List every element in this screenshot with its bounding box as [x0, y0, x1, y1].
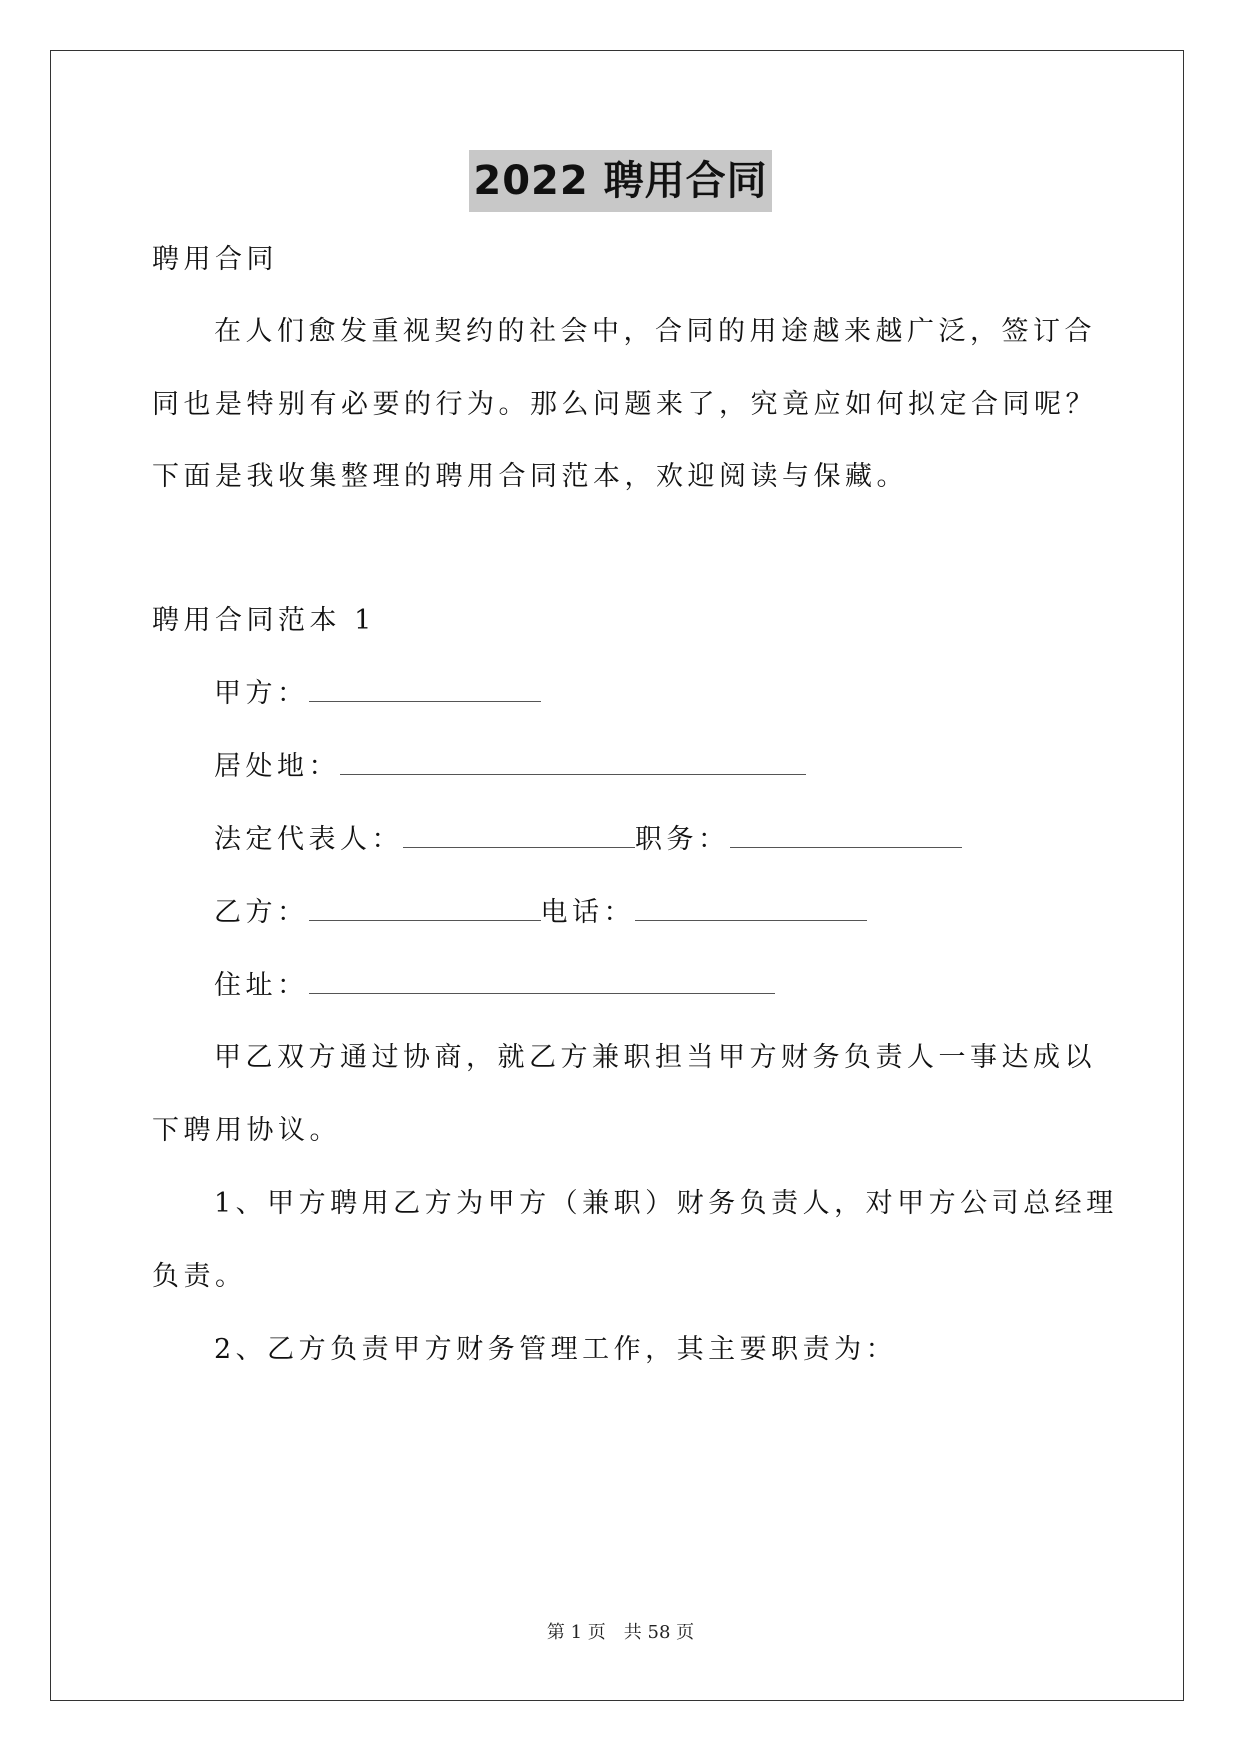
field-party-b — [214, 896, 867, 930]
document-title: 2022 聘用合同 — [469, 150, 771, 212]
party-b-blank — [309, 896, 541, 921]
document-heading: 聘用合同 — [152, 244, 278, 275]
legal-rep-blank — [403, 823, 635, 848]
field-position-label: 职务： — [635, 824, 730, 855]
field-legal-rep — [214, 823, 962, 857]
page-footer — [0, 1621, 1241, 1645]
intro-line-2: 同也是特别有必要的行为。那么问题来了，究竟应如何拟定合同呢？ — [152, 389, 1097, 420]
clause-1-line-1: 1、甲方聘用乙方为甲方（兼职）财务负责人，对甲方公司总经理 — [214, 1188, 1118, 1219]
field-party-a — [214, 677, 541, 711]
phone-blank — [635, 896, 867, 921]
field-residence-label: 居处地： — [214, 751, 340, 782]
position-blank — [730, 823, 962, 848]
field-phone-label: 电话： — [540, 897, 635, 928]
page-number: 第 1 页 — [546, 1622, 606, 1643]
page-total: 共 58 页 — [623, 1622, 695, 1643]
agreement-line-1: 甲乙双方通过协商，就乙方兼职担当甲方财务负责人一事达成以 — [214, 1042, 1096, 1073]
party-a-blank — [309, 677, 541, 702]
intro-line-1: 在人们愈发重视契约的社会中，合同的用途越来越广泛，签订合 — [214, 316, 1096, 347]
address-blank — [309, 969, 775, 994]
residence-blank — [340, 750, 806, 775]
field-party-b-label: 乙方： — [214, 897, 309, 928]
field-party-a-label: 甲方： — [214, 678, 309, 709]
field-legal-rep-label: 法定代表人： — [214, 824, 403, 855]
field-residence — [214, 750, 806, 784]
field-address-label: 住址： — [214, 970, 309, 1001]
clause-1-line-2: 负责。 — [152, 1261, 247, 1292]
intro-line-3: 下面是我收集整理的聘用合同范本，欢迎阅读与保藏。 — [152, 461, 908, 492]
agreement-line-2: 下聘用协议。 — [152, 1115, 341, 1146]
clause-2: 2、乙方负责甲方财务管理工作，其主要职责为： — [214, 1334, 898, 1365]
page-border — [50, 50, 1184, 1701]
field-address — [214, 969, 775, 1003]
sample-heading: 聘用合同范本 1 — [152, 605, 376, 636]
